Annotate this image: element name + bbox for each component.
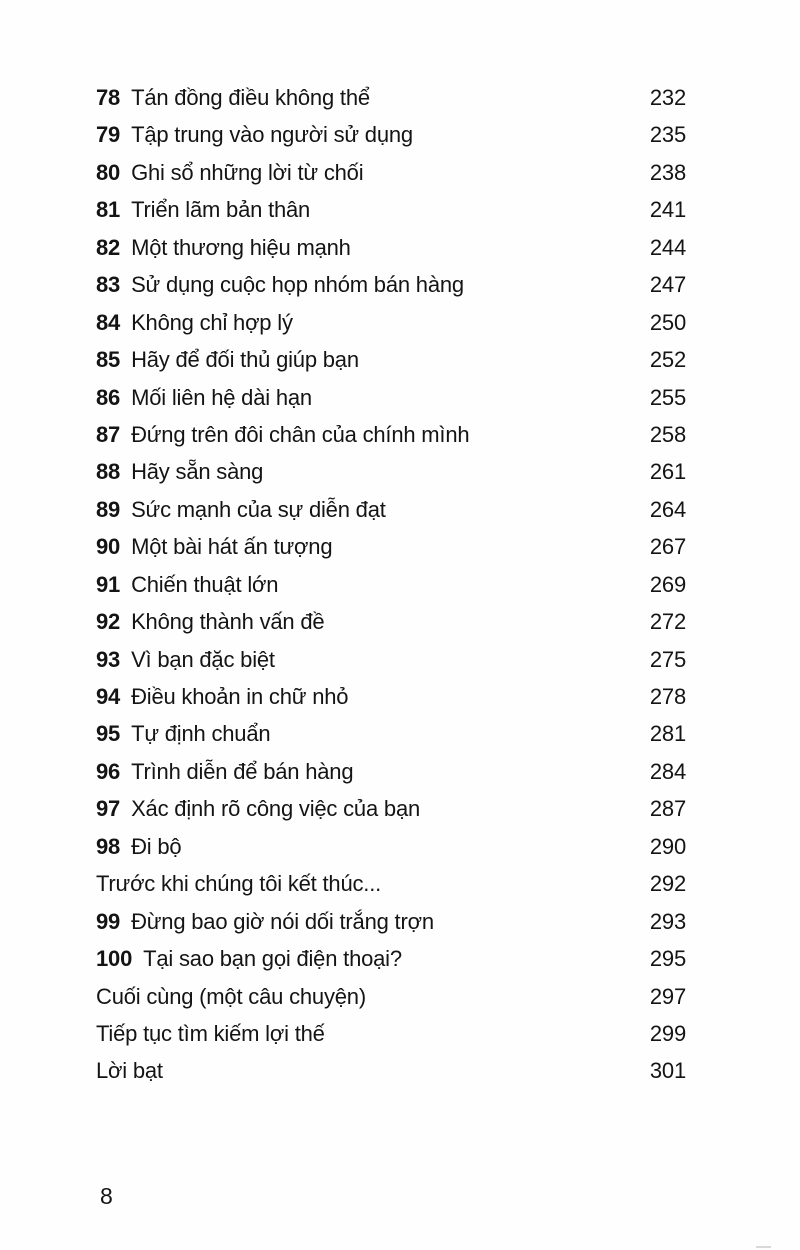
chapter-number: 80 — [96, 159, 121, 185]
chapter-title: Tại sao bạn gọi điện thoại? — [143, 946, 402, 972]
page-number: 244 — [649, 234, 686, 260]
page-number: 269 — [649, 571, 686, 597]
page-number: 284 — [649, 758, 686, 784]
chapter-number: 96 — [96, 758, 121, 784]
chapter-number: 100 — [96, 946, 133, 972]
toc-entry — [96, 603, 686, 640]
chapter-title: Cuối cùng (một câu chuyện) — [96, 983, 366, 1009]
page-number: 267 — [649, 534, 686, 560]
chapter-title: Ghi sổ những lời từ chối — [131, 159, 364, 185]
chapter-title: Trình diễn để bán hàng — [131, 758, 354, 784]
toc-entry — [96, 678, 686, 715]
chapter-title: Sử dụng cuộc họp nhóm bán hàng — [131, 272, 464, 298]
toc-entry — [96, 753, 686, 790]
chapter-title: Không thành vấn đề — [131, 609, 325, 635]
toc-entry — [96, 828, 686, 865]
chapter-number: 91 — [96, 571, 121, 597]
page-number: 232 — [649, 85, 686, 110]
chapter-number: 81 — [96, 197, 121, 223]
chapter-title: Đứng trên đôi chân của chính mình — [131, 421, 470, 447]
chapter-title: Vì bạn đặc biệt — [131, 646, 275, 672]
chapter-title: Hãy sẵn sàng — [131, 459, 264, 485]
page-number: 287 — [649, 796, 686, 822]
chapter-title: Một thương hiệu mạnh — [131, 234, 351, 260]
page-number: 297 — [649, 983, 686, 1009]
toc-entry — [96, 978, 686, 1015]
chapter-title: Đi bộ — [131, 833, 182, 859]
chapter-number: 99 — [96, 908, 121, 934]
toc-entry — [96, 528, 686, 565]
chapter-title: Chiến thuật lớn — [131, 571, 279, 597]
chapter-title: Không chỉ hợp lý — [131, 309, 293, 335]
chapter-number: 79 — [96, 122, 121, 148]
page-number: 290 — [649, 833, 686, 859]
toc-entry — [96, 865, 686, 902]
page-number: 272 — [649, 609, 686, 635]
toc-entry — [96, 940, 686, 977]
chapter-number: 85 — [96, 347, 121, 373]
chapter-title: Tiếp tục tìm kiếm lợi thế — [96, 1020, 325, 1046]
chapter-title: Mối liên hệ dài hạn — [131, 384, 312, 410]
chapter-title: Triển lãm bản thân — [131, 197, 311, 223]
page-number: 261 — [649, 459, 686, 485]
toc-entry — [96, 491, 686, 528]
chapter-number: 90 — [96, 534, 121, 560]
toc-entry — [96, 79, 686, 116]
chapter-title: Tán đồng điều không thể — [131, 85, 370, 110]
chapter-number: 94 — [96, 684, 121, 709]
chapter-number: 84 — [96, 309, 121, 335]
chapter-number: 89 — [96, 496, 121, 522]
chapter-title: Lời bạt — [96, 1058, 163, 1084]
page-number: 255 — [649, 384, 686, 410]
toc-entry — [96, 416, 686, 453]
page-number: 299 — [649, 1020, 686, 1046]
chapter-number: 97 — [96, 796, 121, 822]
page-number: 250 — [649, 309, 686, 335]
chapter-title: Tập trung vào người sử dụng — [131, 122, 413, 148]
page-number: 293 — [649, 908, 686, 934]
page-number: 238 — [649, 159, 686, 185]
chapter-title: Tự định chuẩn — [131, 721, 271, 747]
page-number: 241 — [649, 197, 686, 223]
chapter-number: 88 — [96, 459, 121, 485]
chapter-title: Xác định rõ công việc của bạn — [131, 796, 421, 822]
chapter-number: 87 — [96, 421, 121, 447]
toc-entry — [96, 304, 686, 341]
footer-page-number: 8 — [100, 1183, 113, 1209]
page-number: 247 — [649, 272, 686, 298]
chapter-number: 98 — [96, 833, 121, 859]
toc-entry — [96, 229, 686, 266]
toc-entry — [96, 903, 686, 940]
toc-entry — [96, 1052, 686, 1089]
chapter-number: 92 — [96, 609, 121, 635]
page-number: 292 — [649, 871, 686, 897]
page-number: 295 — [649, 946, 686, 972]
toc-entry — [96, 154, 686, 191]
page-number: 275 — [649, 646, 686, 672]
chapter-title: Điều khoản in chữ nhỏ — [131, 684, 349, 709]
toc-entry — [96, 641, 686, 678]
scan-artifact — [756, 1246, 771, 1248]
toc-entry — [96, 790, 686, 827]
chapter-title: Một bài hát ấn tượng — [131, 534, 333, 560]
chapter-number: 93 — [96, 646, 121, 672]
toc-entry — [96, 566, 686, 603]
chapter-title: Hãy để đối thủ giúp bạn — [131, 347, 359, 373]
chapter-title: Trước khi chúng tôi kết thúc... — [96, 871, 382, 897]
table-of-contents — [96, 79, 686, 1090]
toc-entry — [96, 1015, 686, 1052]
chapter-number: 95 — [96, 721, 121, 747]
toc-entry — [96, 266, 686, 303]
page-number: 278 — [649, 684, 686, 709]
toc-entry — [96, 453, 686, 490]
toc-entry — [96, 341, 686, 378]
toc-entry — [96, 379, 686, 416]
page-number: 258 — [649, 421, 686, 447]
toc-entry — [96, 116, 686, 153]
page-number: 281 — [649, 721, 686, 747]
chapter-number: 86 — [96, 384, 121, 410]
chapter-title: Sức mạnh của sự diễn đạt — [131, 496, 386, 522]
chapter-number: 78 — [96, 85, 121, 110]
chapter-number: 82 — [96, 234, 121, 260]
page-number: 235 — [649, 122, 686, 148]
page-number: 301 — [649, 1058, 686, 1084]
chapter-number: 83 — [96, 272, 121, 298]
chapter-title: Đừng bao giờ nói dối trắng trợn — [131, 908, 434, 934]
toc-entry — [96, 715, 686, 752]
page-number: 264 — [649, 496, 686, 522]
page-number: 252 — [649, 347, 686, 373]
toc-entry — [96, 191, 686, 228]
